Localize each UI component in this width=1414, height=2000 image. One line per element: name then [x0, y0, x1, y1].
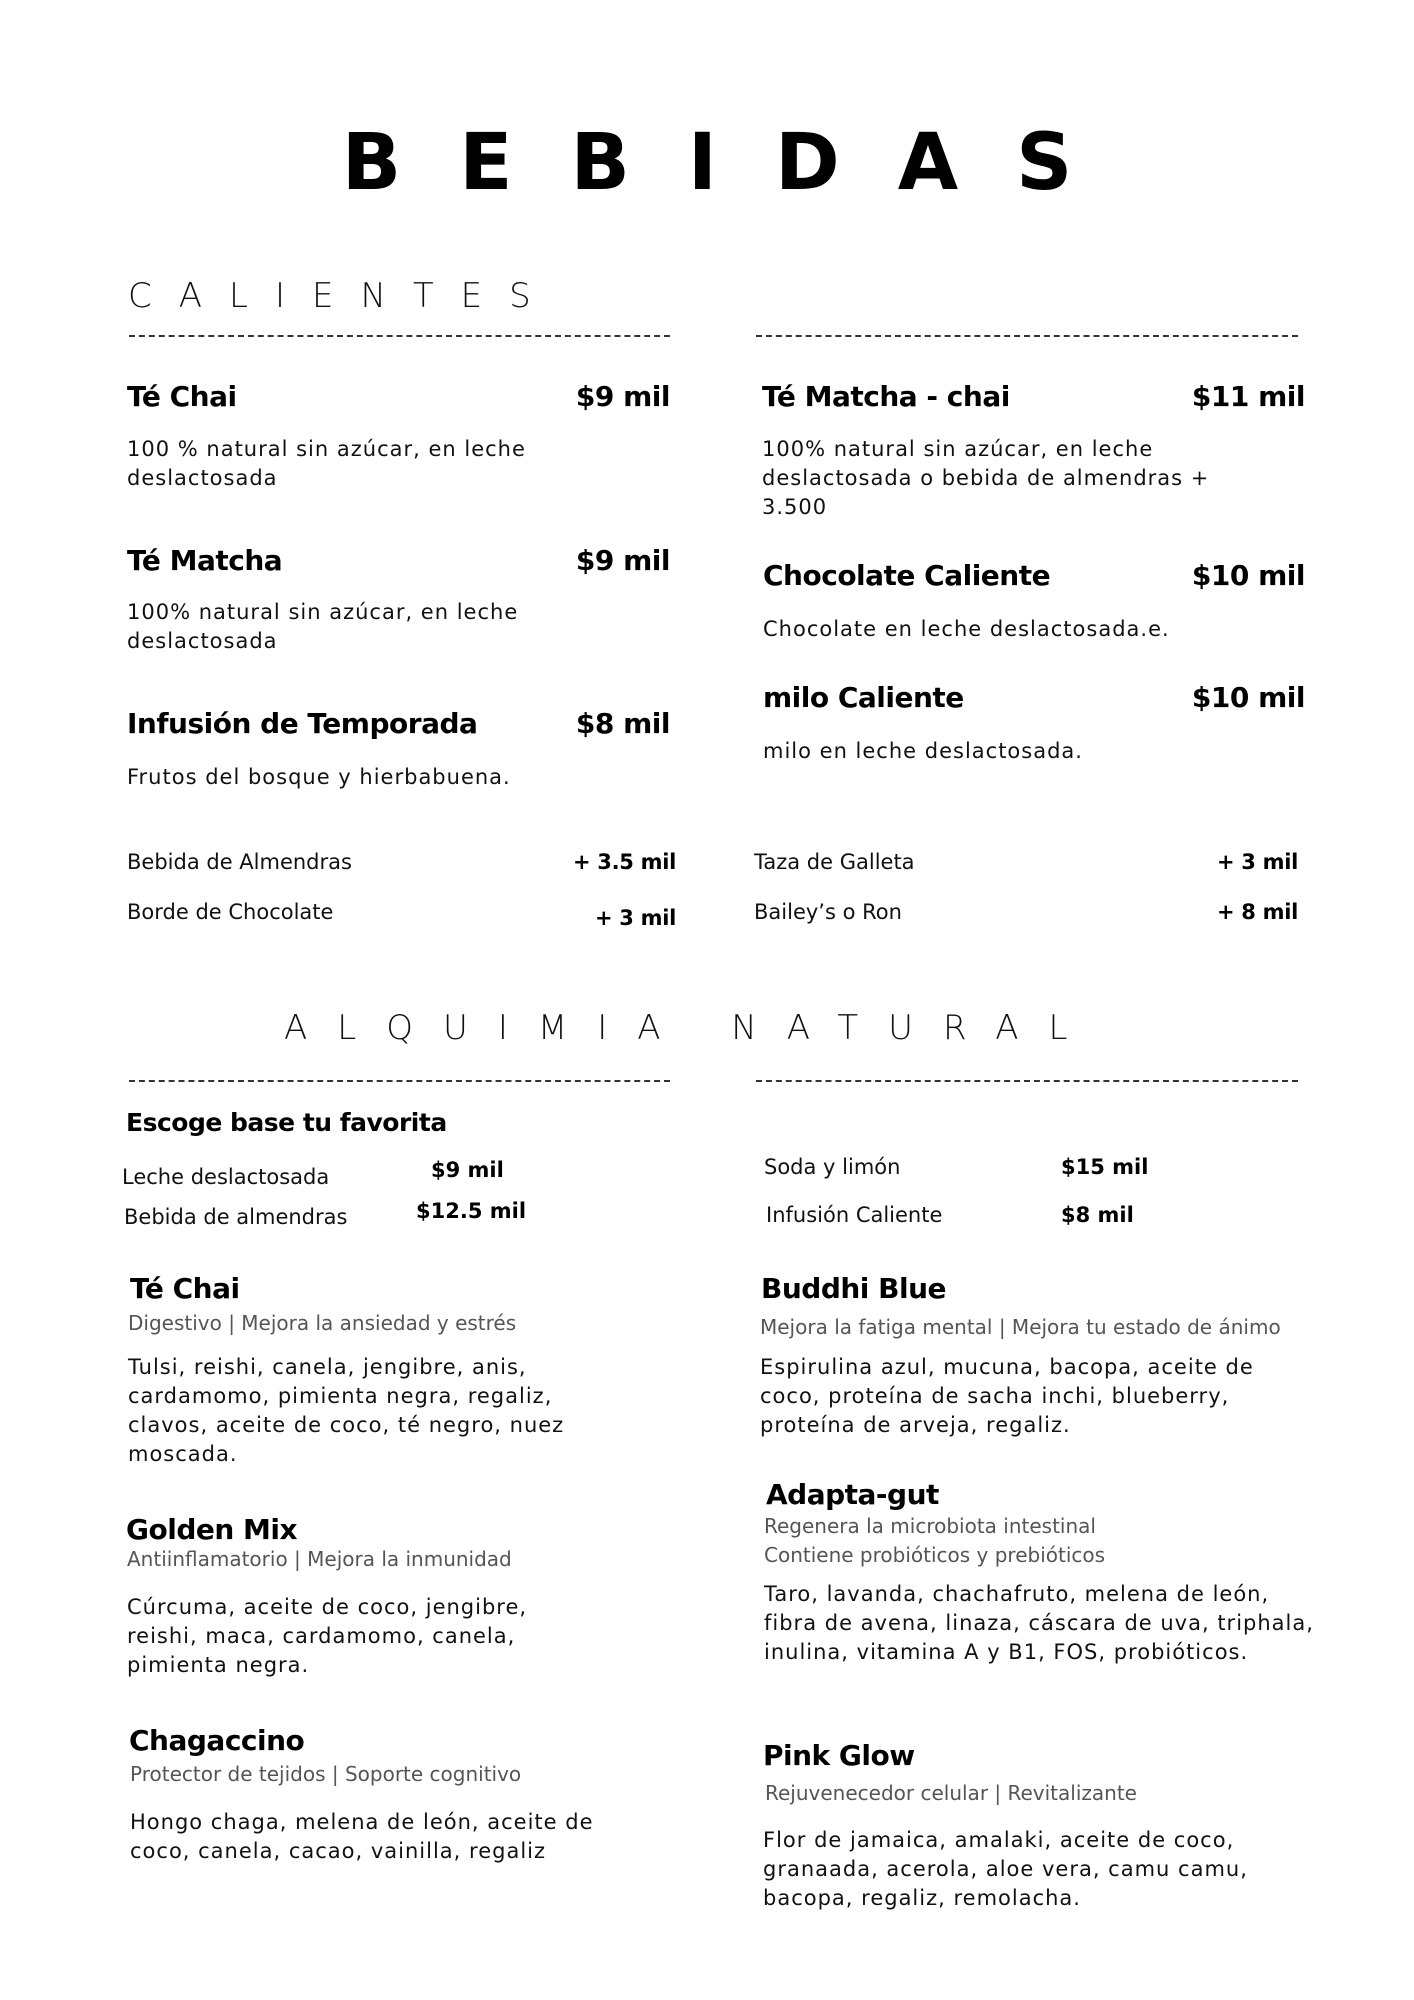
- base-price: $12.5 mil: [416, 1199, 527, 1223]
- item-name: Buddhi Blue: [761, 1272, 947, 1305]
- item-benefits: Rejuvenecedor celular | Revitalizante: [765, 1781, 1137, 1805]
- item-price: $9 mil: [575, 544, 670, 577]
- item-description: Flor de jamaica, amalaki, aceite de coco, granaada, acerola, aloe vera, camu camu, bacopa, regaliz, remolacha.: [763, 1828, 1248, 1910]
- divider-left: [129, 1080, 670, 1082]
- divider-left: [129, 335, 670, 337]
- item-name: Té Chai: [127, 380, 237, 413]
- item-name: Té Chai: [130, 1272, 240, 1305]
- item-name: Pink Glow: [763, 1739, 915, 1772]
- item-name: Té Matcha: [127, 544, 283, 577]
- item-description: 100 % natural sin azúcar, en leche deslactosada: [127, 437, 526, 490]
- item-benefits: Digestivo | Mejora la ansiedad y estrés: [128, 1311, 517, 1335]
- section-heading-alquimia: ALQUIMIA NATURAL: [284, 1008, 1098, 1048]
- item-description: 100% natural sin azúcar, en leche deslactosada: [127, 600, 519, 653]
- item-description: milo en leche deslactosada.: [763, 739, 1083, 763]
- base-name: Soda y limón: [764, 1155, 901, 1179]
- item-name: Té Matcha - chai: [762, 380, 1010, 413]
- item-description: Espirulina azul, mucuna, bacopa, aceite de coco, proteína de sacha inchi, blueberry, proteína de arveja, regaliz.: [760, 1355, 1254, 1437]
- extra-price: + 3.5 mil: [573, 850, 676, 874]
- extra-price: + 3 mil: [594, 906, 676, 930]
- base-name: Infusión Caliente: [766, 1203, 943, 1227]
- item-name: Golden Mix: [126, 1513, 298, 1546]
- extra-price: + 3 mil: [1216, 850, 1298, 874]
- item-price: $10 mil: [1191, 559, 1305, 592]
- item-price: $10 mil: [1191, 681, 1305, 714]
- item-name: Chagaccino: [129, 1724, 305, 1757]
- item-benefits: Protector de tejidos | Soporte cognitivo: [130, 1762, 522, 1786]
- base-name: Bebida de almendras: [124, 1205, 348, 1229]
- item-price: $8 mil: [575, 707, 670, 740]
- item-description: Taro, lavanda, chachafruto, melena de león, fibra de avena, linaza, cáscara de uva, triphala, inulina, vitamina A y B1, FOS, probióticos.: [764, 1582, 1314, 1664]
- item-description: Chocolate en leche deslactosada.e.: [763, 617, 1170, 641]
- divider-right: [756, 1080, 1298, 1082]
- base-price: $9 mil: [431, 1158, 504, 1182]
- item-price: $9 mil: [575, 380, 670, 413]
- extra-name: Taza de Galleta: [754, 850, 915, 874]
- item-description: 100% natural sin azúcar, en leche deslactosada o bebida de almendras + 3.500: [762, 437, 1210, 519]
- divider-right: [756, 335, 1298, 337]
- item-description: Hongo chaga, melena de león, aceite de coco, canela, cacao, vainilla, regaliz: [130, 1810, 594, 1863]
- extra-name: Bailey’s o Ron: [754, 900, 902, 924]
- item-price: $11 mil: [1191, 380, 1305, 413]
- item-benefits: Antiinflamatorio | Mejora la inmunidad: [127, 1547, 512, 1571]
- base-price: $15 mil: [1061, 1155, 1149, 1179]
- item-name: Adapta-gut: [766, 1478, 939, 1511]
- base-price: $8 mil: [1061, 1203, 1134, 1227]
- extra-price: + 8 mil: [1216, 900, 1298, 924]
- extra-name: Bebida de Almendras: [127, 850, 352, 874]
- item-benefits: Regenera la microbiota intestinal: [764, 1514, 1096, 1538]
- item-benefits: Contiene probióticos y prebióticos: [764, 1543, 1106, 1567]
- item-benefits: Mejora la fatiga mental | Mejora tu estado de ánimo: [760, 1315, 1281, 1339]
- item-name: Chocolate Caliente: [763, 559, 1051, 592]
- item-name: Infusión de Temporada: [127, 707, 478, 740]
- item-description: Cúrcuma, aceite de coco, jengibre, reishi, maca, cardamomo, canela, pimienta negra.: [127, 1595, 528, 1677]
- item-description: Frutos del bosque y hierbabuena.: [127, 765, 511, 789]
- extra-name: Borde de Chocolate: [127, 900, 334, 924]
- section-heading-calientes: CALIENTES: [128, 276, 558, 316]
- page-title: BEBIDAS: [341, 118, 1131, 208]
- base-name: Leche deslactosada: [122, 1165, 330, 1189]
- item-description: Tulsi, reishi, canela, jengibre, anis, cardamomo, pimienta negra, regaliz, clavos, aceite de coco, té negro, nuez moscada.: [128, 1355, 565, 1466]
- base-title: Escoge base tu favorita: [126, 1108, 447, 1137]
- item-name: milo Caliente: [763, 681, 964, 714]
